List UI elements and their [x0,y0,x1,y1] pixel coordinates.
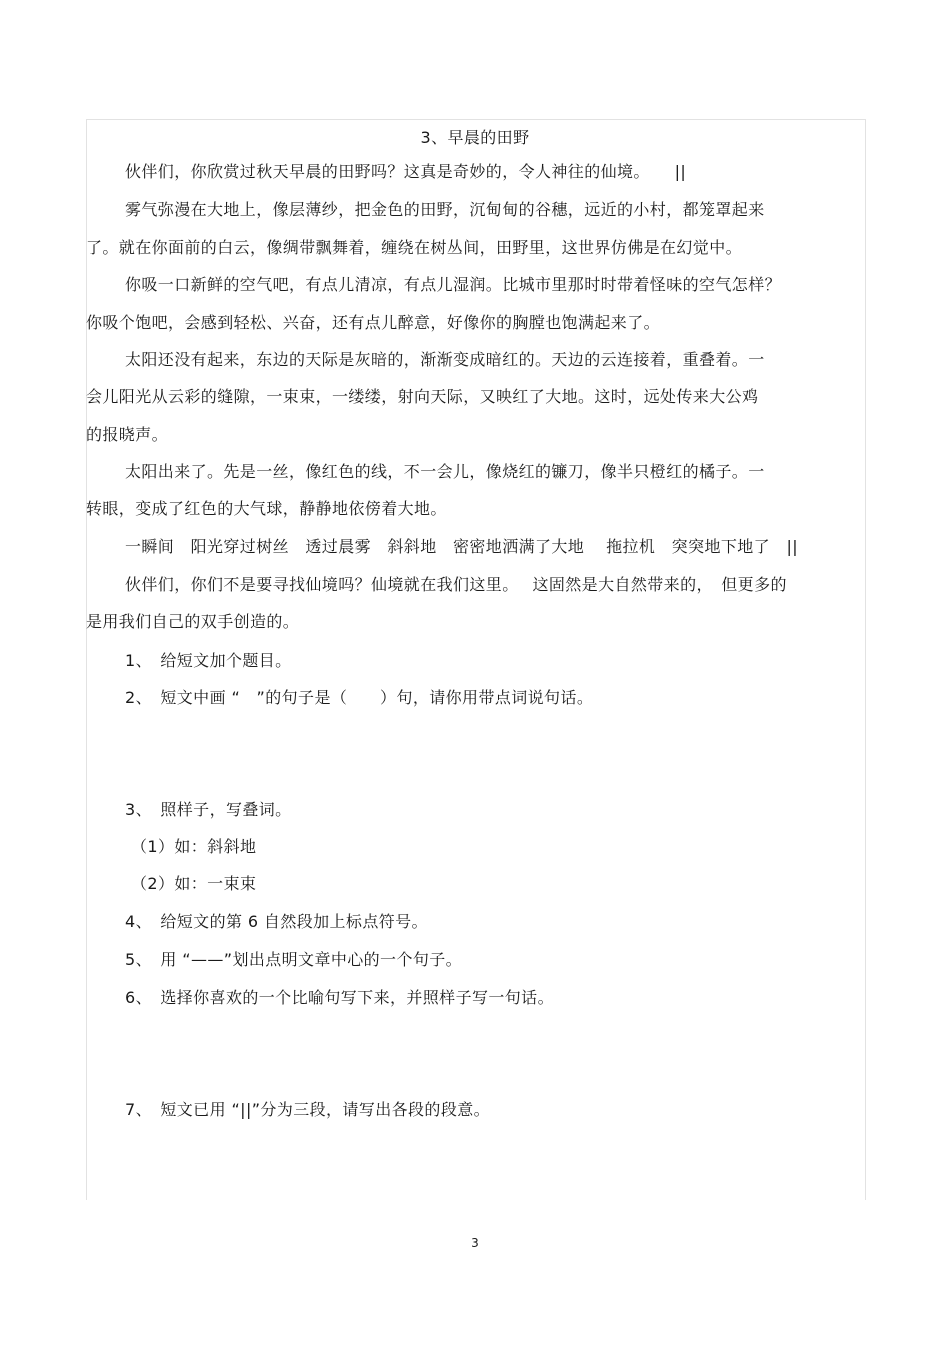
question-1: 1、 给短文加个题目。 [125,651,292,670]
question-3-sub-1: （1）如：斜斜地 [131,837,257,856]
text-line: 伙伴们，你们不是要寻找仙境吗？仙境就在我们这里。 这固然是大自然带来的， 但更多的 [125,575,787,594]
question-3: 3、 照样子，写叠词。 [125,800,292,819]
question-2: 2、 短文中画 “ ”的句子是（ ）句，请你用带点词说句话。 [125,688,594,707]
text-line: 了。就在你面前的白云，像绸带飘舞着，缠绕在树丛间，田野里，这世界仿佛是在幻觉中。 [86,238,743,257]
document-title: 3、早晨的田野 [420,128,530,147]
text-line: 太阳还没有起来，东边的天际是灰暗的，渐渐变成暗红的。天边的云连接着，重叠着。一 [125,350,765,369]
question-3-sub-2: （2）如：一束束 [131,874,257,893]
text-line: 伙伴们，你欣赏过秋天早晨的田野吗？这真是奇妙的，令人神往的仙境。 || [125,162,687,181]
text-line: 是用我们自己的双手创造的。 [86,612,300,631]
text-line: 你吸一口新鲜的空气吧，有点儿清凉，有点儿湿润。比城市里那时时带着怪味的空气怎样？ [125,275,782,294]
question-7: 7、 短文已用 “||”分为三段，请写出各段的段意。 [125,1100,491,1119]
text-line: 会儿阳光从云彩的缝隙，一束束，一缕缕，射向天际，又映红了大地。这时，远处传来大公鸡 [86,387,759,406]
page-number: 3 [471,1236,479,1250]
text-line: 太阳出来了。先是一丝，像红色的线，不一会儿，像烧红的镰刀，像半只橙红的橘子。一 [125,462,765,481]
question-5: 5、 用 “——”划出点明文章中心的一个句子。 [125,950,463,969]
question-4: 4、 给短文的第 6 自然段加上标点符号。 [125,912,428,931]
text-line: 的报晓声。 [86,425,169,444]
question-6: 6、 选择你喜欢的一个比喻句写下来，并照样子写一句话。 [125,988,554,1007]
text-line: 一瞬间 阳光穿过树丝 透过晨雾 斜斜地 密密地洒满了大地 拖拉机 突突地下地了 || [125,537,799,556]
text-line: 雾气弥漫在大地上，像层薄纱，把金色的田野，沉甸甸的谷穗，远近的小村，都笼罩起来 [125,200,765,219]
text-line: 你吸个饱吧，会感到轻松、兴奋，还有点儿醉意，好像你的胸膛也饱满起来了。 [86,313,661,332]
text-line: 转眼，变成了红色的大气球，静静地依傍着大地。 [86,499,447,518]
